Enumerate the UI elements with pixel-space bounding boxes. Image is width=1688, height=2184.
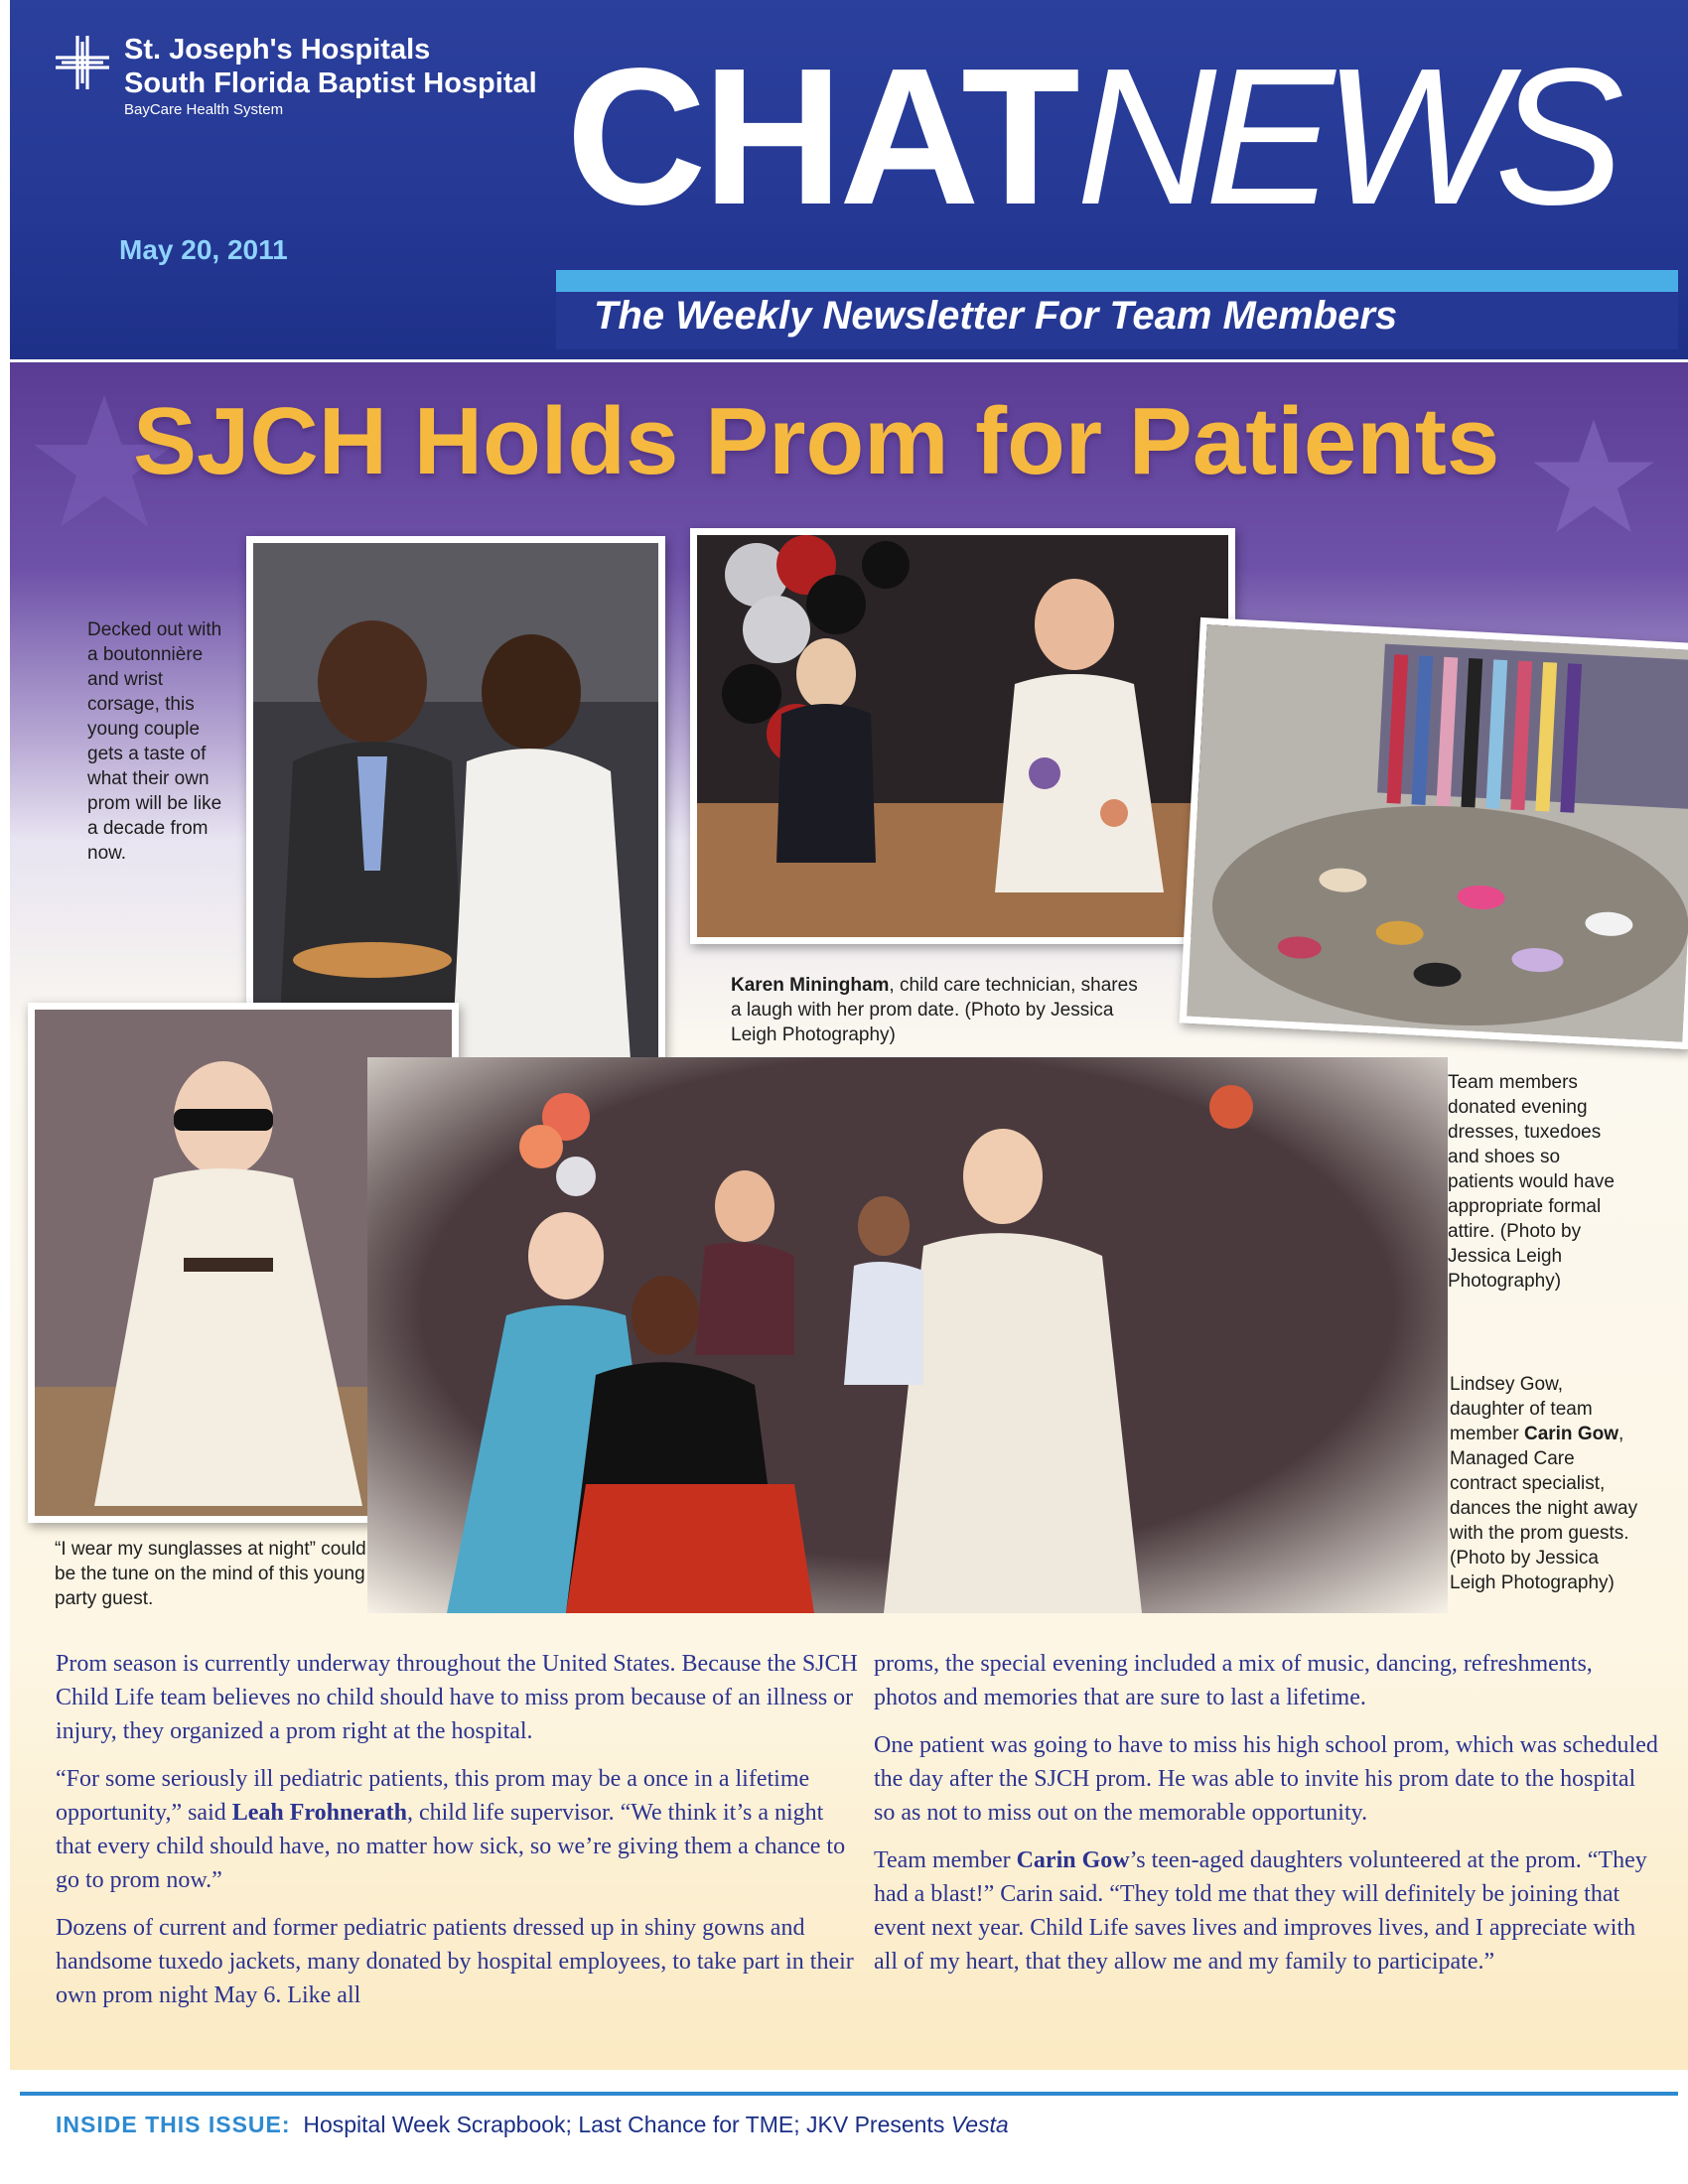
title-italic: NEWS: [1075, 28, 1613, 245]
caption-sunglasses-guest: “I wear my sunglasses at night” could be the tune on the mind of this young party guest.: [55, 1539, 366, 1609]
article-paragraph-5: [874, 1843, 1658, 1979]
photo-donated-attire-image: [1187, 624, 1688, 1042]
caption-lindsey-gow: [1450, 1372, 1638, 1595]
caption-lindsey-name: Carin Gow: [1523, 1424, 1618, 1444]
article-paragraph-3-start: Dozens of current and former pediatric patients dressed up in shiny gowns and handsome tuxedo jackets, many donated by hospital employees, to take part in their own prom night May 6. Like all: [56, 1915, 854, 2008]
inside-this-issue-label: INSIDE THIS ISSUE:: [56, 2112, 291, 2137]
hospital-cross-logo-icon: [54, 34, 111, 91]
footer-rule: [20, 2092, 1678, 2096]
title-bold: CHAT: [566, 28, 1076, 245]
article-p5-text-b: ’s teen-aged daughters volunteered at the prom. “They had a blast!” Carin said. “They told me that they will definitely be joining that event next year. Child Life saves lives and improves lives, and I appreciate with all of my heart, that they allow me and my family to participate.”: [874, 1847, 1647, 1975]
photo-donated-attire: [1180, 617, 1688, 1049]
newsletter-title: [566, 28, 1613, 245]
org-name-line1: St. Joseph's Hospitals: [124, 34, 431, 66]
inside-this-issue-items: Hospital Week Scrapbook; Last Chance for TME; JKV Presents: [303, 2112, 951, 2137]
photo-karen-miningham: [690, 528, 1235, 944]
article-p5-name: Carin Gow: [1016, 1847, 1130, 1873]
inside-this-issue-vesta: Vesta: [950, 2112, 1009, 2137]
article-p2-text-b: , child life supervisor. “We think it’s a night that every child should have, no matter how sick, so we’re giving them a chance to go to prom now.”: [56, 1800, 846, 1893]
inside-this-issue: [56, 2112, 1009, 2138]
article-p5-text-a: Team member: [874, 1847, 1017, 1873]
tagline: The Weekly Newsletter For Team Members: [594, 294, 1398, 338]
article-paragraph-2: [56, 1762, 860, 1897]
issue-date: May 20, 2011: [119, 234, 288, 265]
caption-young-couple: Decked out with a boutonnière and wrist corsage, this young couple gets a taste of what their own prom will be like a decade from now.: [87, 619, 222, 864]
caption-lindsey-text-b: , Managed Care contract specialist, dances the night away with the prom guests. (Photo by Jessica Leigh Photography): [1450, 1424, 1638, 1593]
caption-karen-text: , child care technician, shares a laugh with her prom date. (Photo by Jessica Leigh Photography): [731, 975, 1138, 1045]
headline: SJCH Holds Prom for Patients: [133, 388, 1500, 494]
article-p2-text-a: “For some seriously ill pediatric patients, this prom may be a once in a lifetime opportunity,” said: [56, 1766, 810, 1826]
article-column-left: [56, 1647, 860, 2026]
photo-dance-floor: [367, 1057, 1448, 1613]
photo-karen-miningham-image: [697, 535, 1228, 937]
article-paragraph-1: Prom season is currently underway throughout the United States. Because the SJCH Child Life team believes no child should have to miss prom because of an illness or injury, they organized a prom right at the hospital.: [56, 1651, 858, 1744]
star-decoration-icon: [1529, 417, 1658, 536]
caption-donated-attire: Team members donated evening dresses, tuxedoes and shoes so patients would have appropriate formal attire. (Photo by Jessica Leigh Photography): [1448, 1072, 1615, 1292]
article-column-right: [874, 1647, 1658, 1992]
article-paragraph-3-end: proms, the special evening included a mix of music, dancing, refreshments, photos and memories that are sure to last a lifetime.: [874, 1651, 1593, 1710]
article-p2-name: Leah Frohnerath: [231, 1800, 407, 1826]
caption-karen-miningham: [731, 973, 1148, 1047]
caption-lindsey-text-a: Lindsey Gow, daughter of team member: [1450, 1374, 1593, 1444]
photo-dance-floor-image: [367, 1057, 1448, 1613]
photo-young-couple: [246, 536, 665, 1066]
org-name-line2: South Florida Baptist Hospital: [124, 68, 537, 99]
photo-young-couple-image: [253, 543, 658, 1059]
article-paragraph-4: One patient was going to have to miss his high school prom, which was scheduled the day after the SJCH prom. He was able to invite his prom date to the hospital so as not to miss out on the memorable opportunity.: [874, 1732, 1658, 1826]
tagline-accent-band: [556, 270, 1678, 292]
org-name-line3: BayCare Health System: [124, 101, 284, 118]
caption-karen-name: Karen Miningham: [731, 975, 890, 996]
